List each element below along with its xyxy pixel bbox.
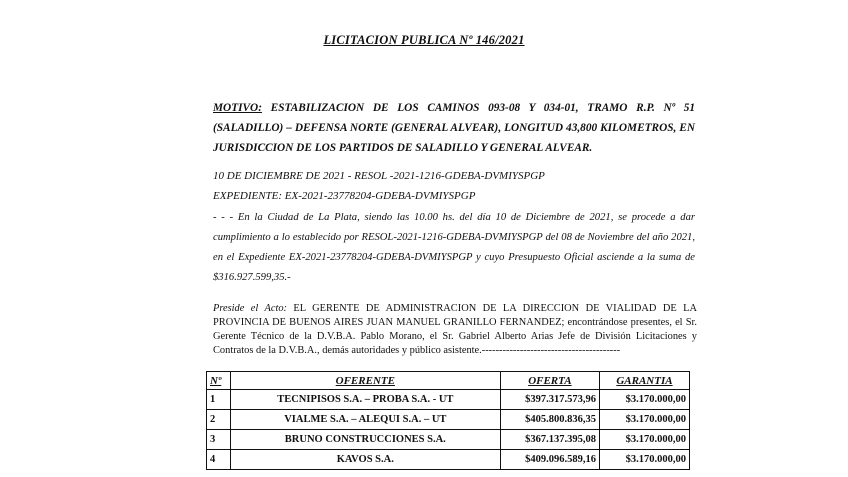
table-row [207,450,690,470]
header-numero: Nº [207,372,231,390]
row-numero: 3 [207,430,231,450]
row-oferta: $409.096.589,16 [500,450,599,470]
ofertas-table [206,371,690,470]
row-oferente: KAVOS S.A. [230,450,500,470]
row-oferente: BRUNO CONSTRUCCIONES S.A. [230,430,500,450]
table-row [207,410,690,430]
table-header-row [207,372,690,390]
header-oferente: OFERENTE [230,372,500,390]
document-title: LICITACION PUBLICA Nº 146/2021 [323,33,525,47]
row-oferta: $367.137.395,08 [500,430,599,450]
row-garantia: $3.170.000,00 [599,430,689,450]
row-garantia: $3.170.000,00 [599,390,689,410]
row-numero: 1 [207,390,231,410]
row-numero: 4 [207,450,231,470]
row-oferta: $405.800.836,35 [500,410,599,430]
table-row [207,430,690,450]
expediente: EXPEDIENTE: EX-2021-23778204-GDEBA-DVMIYSPGP [213,190,476,202]
preside-paragraph [213,302,697,358]
preside-label: Preside el Acto: [213,303,287,314]
row-garantia: $3.170.000,00 [599,450,689,470]
header-garantia: GARANTIA [599,372,689,390]
row-numero: 2 [207,410,231,430]
motivo-label: MOTIVO: [213,102,262,114]
preside-text: EL GERENTE DE ADMINISTRACION DE LA DIRECCION DE VIALIDAD DE LA PROVINCIA DE BUENOS AIRES JUAN MANUEL GRANILLO FERNANDEZ; encontrándose presentes, el Sr. Gerente Técnico de la D.V.B.A. Pablo Morano, el Sr. Gabriel Alberto Arias Jefe de División Licitaciones y Contratos de la D.V.B.A., demás autoridades y público asistente.---------------------------------------- [213,303,697,356]
motivo-paragraph [213,98,695,158]
motivo-text: ESTABILIZACION DE LOS CAMINOS 093-08 Y 034-01, TRAMO R.P. Nº 51 (SALADILLO) – DEFENSA NORTE (GENERAL ALVEAR), LONGITUD 43,800 KILOMETROS, EN JURISDICCION DE LOS PARTIDOS DE SALADILLO Y GENERAL ALVEAR. [213,102,696,154]
row-oferente: TECNIPISOS S.A. – PROBA S.A. - UT [230,390,500,410]
row-oferta: $397.317.573,96 [500,390,599,410]
table-row [207,390,690,410]
acta-paragraph: - - - En la Ciudad de La Plata, siendo las 10.00 hs. del día 10 de Diciembre de 2021, se procede a dar cumplimiento a lo establecido por RESOL-2021-1216-GDEBA-DVMIYSPGP del 08 de Noviembre del año 2021, en el Expediente EX-2021-23778204-GDEBA-DVMIYSPGP y cuyo Presupuesto Oficial asciende a la suma de $316.927.599,35.- [213,212,695,283]
header-oferta: OFERTA [500,372,599,390]
row-oferente: VIALME S.A. – ALEQUI S.A. – UT [230,410,500,430]
fecha-resol: 10 DE DICIEMBRE DE 2021 - RESOL -2021-1216-GDEBA-DVMIYSPGP [213,170,545,182]
row-garantia: $3.170.000,00 [599,410,689,430]
